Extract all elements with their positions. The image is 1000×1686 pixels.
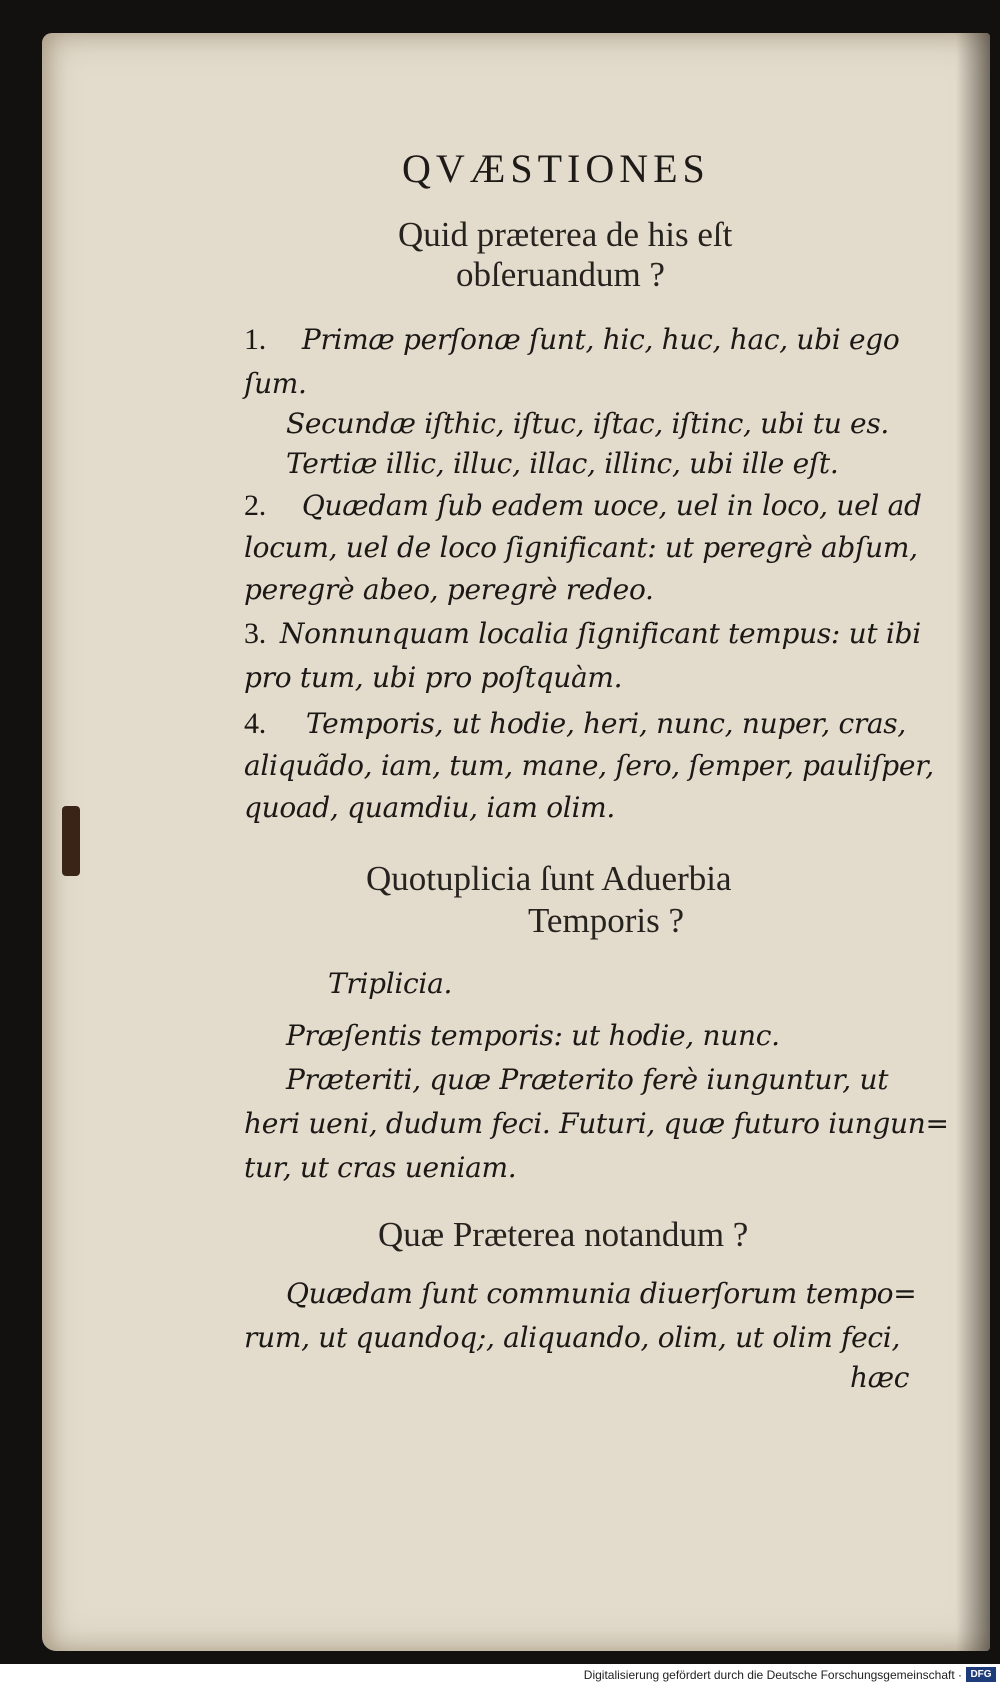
answer-praeteriti-line-2: heri ueni, dudum feci. Futuri, quæ futuro iungun= <box>244 1107 949 1140</box>
item-3-line-1 <box>244 617 921 651</box>
item-2-line-1 <box>244 489 922 523</box>
item-4-text-a: Temporis, ut hodie, heri, nunc, nuper, cras, <box>305 707 906 740</box>
item-4-line-3: quoad, quamdiu, iam olim. <box>244 791 615 824</box>
answer-triplicia: Triplicia. <box>328 967 453 1000</box>
item-1-number: 1. <box>244 323 266 356</box>
item-3-line-2: pro tum, ubi pro poſtquàm. <box>244 661 623 694</box>
item-2-text-a: Quædam ſub eadem uoce, uel in loco, uel ad <box>301 489 922 522</box>
item-1-line-4: Tertiæ illic, illuc, illac, illinc, ubi ille eſt. <box>286 447 839 480</box>
item-3-number: 3. <box>244 617 266 650</box>
item-4-line-2: aliquãdo, iam, tum, mane, ſero, ſemper, pauliſper, <box>244 749 934 782</box>
question-2-line-2: Temporis ? <box>528 901 684 940</box>
question-1-line-1: Quid præterea de his eſt <box>398 215 733 254</box>
question-2-line-1: Quotuplicia ſunt Aduerbia <box>366 859 732 898</box>
item-1-text-a: Primæ perſonæ ſunt, hic, huc, hac, ubi ego <box>301 323 900 356</box>
question-3: Quæ Præterea notandum ? <box>378 1215 749 1254</box>
dfg-logo: DFG <box>966 1667 996 1682</box>
page-text <box>42 33 990 1651</box>
item-1-line-2: ſum. <box>244 367 307 400</box>
catchword: hæc <box>850 1361 910 1394</box>
answer-praesentis: Præſentis temporis: ut hodie, nunc. <box>286 1019 780 1052</box>
item-3-text-a: Nonnunquam localia ſignificant tempus: ut ibi <box>279 617 921 650</box>
paragraph-communia-line-2: rum, ut quandoq;, aliquando, olim, ut olim feci, <box>244 1321 901 1354</box>
item-1-line-1 <box>244 323 899 357</box>
answer-praeteriti-line-1: Præteriti, quæ Præterito ferè iunguntur, ut <box>286 1063 889 1096</box>
item-1-line-3: Secundæ iſthic, iſtuc, iſtac, iſtinc, ubi tu es. <box>286 407 889 440</box>
item-2-number: 2. <box>244 489 266 522</box>
item-2-line-2: locum, uel de loco ſignificant: ut peregrè abſum, <box>244 531 918 564</box>
running-header: QVÆSTIONES <box>402 146 710 191</box>
digitization-footer <box>0 1664 1000 1686</box>
footer-credit: Digitalisierung gefördert durch die Deutsche Forschungsgemeinschaft · <box>583 1668 962 1682</box>
item-4-number: 4. <box>244 707 266 740</box>
paragraph-communia-line-1: Quædam ſunt communia diuerſorum tempo= <box>286 1277 917 1310</box>
answer-praeteriti-line-3: tur, ut cras ueniam. <box>244 1151 517 1184</box>
book-page <box>42 33 990 1651</box>
item-4-line-1 <box>244 707 906 741</box>
question-1-line-2: obſeruandum ? <box>456 255 665 294</box>
item-2-line-3: peregrè abeo, peregrè redeo. <box>244 573 654 606</box>
